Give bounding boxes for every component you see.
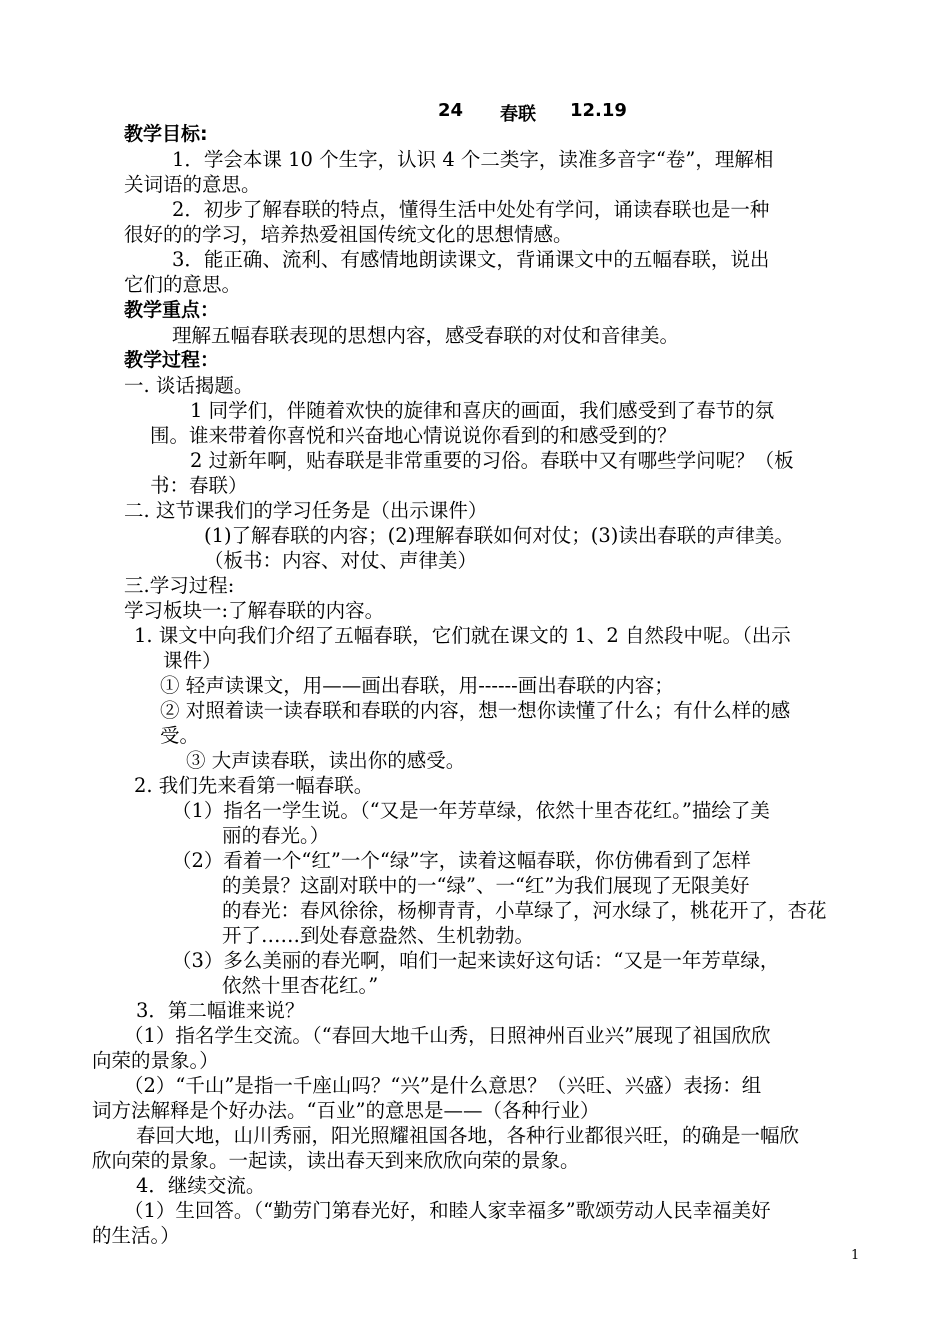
goal-2-line-1: 2．初步了解春联的特点，懂得生活中处处有学问，诵读春联也是一种 bbox=[172, 198, 770, 221]
part-2-board-note: （板书：内容、对仗、声律美） bbox=[204, 549, 478, 572]
step-4-item-1-line-1: （1）生回答。（“勤劳门第春光好，和睦人家幸福多”歌颂劳动人民幸福美好 bbox=[124, 1199, 771, 1222]
step-1-line-2: 课件） bbox=[163, 649, 222, 672]
step-3-summary-line-1: 春回大地，山川秀丽，阳光照耀祖国各地，各种行业都很兴旺，的确是一幅欣 bbox=[136, 1124, 800, 1147]
lesson-date: 12.19 bbox=[570, 100, 627, 121]
part-1-item-2-line-1: 2 过新年啊，贴春联是非常重要的习俗。春联中又有哪些学问呢？（板 bbox=[190, 449, 794, 472]
step-3-summary-line-2: 欣向荣的景象。一起读，读出春天到来欣欣向荣的景象。 bbox=[92, 1149, 580, 1172]
step-3-item-1-line-2: 向荣的景象。） bbox=[92, 1049, 219, 1072]
step-2-item-2-line-1: （2）看着一个“红”一个“绿”字，读着这幅春联，你仿佛看到了怎样 bbox=[172, 849, 751, 872]
part-1-item-2-line-2: 书：春联） bbox=[150, 474, 248, 497]
step-2: 2. 我们先来看第一幅春联。 bbox=[134, 774, 374, 797]
step-1-line-1: 1. 课文中向我们介绍了五幅春联，它们就在课文的 1、2 自然段中呢。（出示 bbox=[134, 624, 791, 647]
part-1-item-1-line-2: 围。谁来带着你喜悦和兴奋地心情说说你看到的和感受到的？ bbox=[150, 424, 677, 447]
step-3-item-2-line-1: （2）“千山”是指一千座山吗？“兴”是什么意思？（兴旺、兴盛）表扬：组 bbox=[124, 1074, 762, 1097]
step-4-item-1-line-2: 的生活。） bbox=[92, 1224, 180, 1247]
part-2-tasks: (1)了解春联的内容；(2)理解春联如何对仗；(3)读出春联的声律美。 bbox=[204, 524, 794, 547]
lesson-number: 24 bbox=[438, 100, 464, 121]
step-2-item-1-line-2: 丽的春光。） bbox=[222, 824, 330, 847]
process-heading: 教学过程： bbox=[124, 349, 220, 371]
step-1-sub-2-line-1: ② 对照着读一读春联和春联的内容，想一想你读懂了什么；有什么样的感 bbox=[160, 699, 791, 722]
goal-1-line-2: 关词语的意思。 bbox=[124, 173, 261, 196]
process-part-3: 三.学习过程: bbox=[124, 574, 235, 597]
step-2-item-2-line-4: 开了……到处春意盎然、生机勃勃。 bbox=[222, 924, 535, 947]
process-part-2: 二. 这节课我们的学习任务是（出示课件） bbox=[124, 499, 488, 522]
step-3-item-2-line-2: 词方法解释是个好办法。“百业”的意思是——（各种行业） bbox=[92, 1099, 600, 1122]
goal-3-line-2: 它们的意思。 bbox=[124, 273, 242, 296]
learning-block-1: 学习板块一:了解春联的内容。 bbox=[124, 599, 385, 622]
page-number: 1 bbox=[851, 1248, 860, 1263]
lesson-title: 春联 bbox=[500, 104, 536, 125]
step-1-sub-2-line-2: 受。 bbox=[160, 724, 200, 747]
step-2-item-2-line-2: 的美景？这副对联中的一“绿”、一“红”为我们展现了无限美好 bbox=[222, 874, 750, 897]
step-2-item-3-line-2: 依然十里杏花红。” bbox=[222, 974, 379, 997]
goal-3-line-1: 3．能正确、流利、有感情地朗读课文，背诵课文中的五幅春联，说出 bbox=[172, 248, 770, 271]
step-3-item-1-line-1: （1）指名学生交流。（“春回大地千山秀，日照神州百业兴”展现了祖国欣欣 bbox=[124, 1024, 771, 1047]
step-2-item-2-line-3: 的春光：春风徐徐，杨柳青青，小草绿了，河水绿了，桃花开了，杏花 bbox=[222, 899, 827, 922]
step-2-item-1-line-1: （1）指名一学生说。（“又是一年芳草绿，依然十里杏花红。”描绘了美 bbox=[172, 799, 770, 822]
goal-2-line-2: 很好的的学习，培养热爱祖国传统文化的思想情感。 bbox=[124, 223, 573, 246]
key-points-heading: 教学重点： bbox=[124, 299, 220, 321]
part-1-item-1-line-1: 1 同学们，伴随着欢快的旋律和喜庆的画面，我们感受到了春节的氛 bbox=[190, 399, 775, 422]
process-part-1: 一. 谈话揭题。 bbox=[124, 374, 254, 397]
goals-heading: 教学目标: bbox=[124, 123, 208, 145]
step-1-sub-3: ③ 大声读春联，读出你的感受。 bbox=[186, 749, 466, 772]
goal-1-line-1: 1．学会本课 10 个生字，认识 4 个二类字，读准多音字“卷”，理解相 bbox=[172, 148, 774, 171]
step-1-sub-1: ① 轻声读课文，用——画出春联，用------画出春联的内容； bbox=[160, 674, 674, 697]
step-4: 4．继续交流。 bbox=[136, 1174, 266, 1197]
key-points-text: 理解五幅春联表现的思想内容，感受春联的对仗和音律美。 bbox=[172, 324, 680, 347]
step-2-item-3-line-1: （3）多么美丽的春光啊，咱们一起来读好这句话：“又是一年芳草绿， bbox=[172, 949, 780, 972]
step-3: 3．第二幅谁来说？ bbox=[136, 999, 305, 1022]
